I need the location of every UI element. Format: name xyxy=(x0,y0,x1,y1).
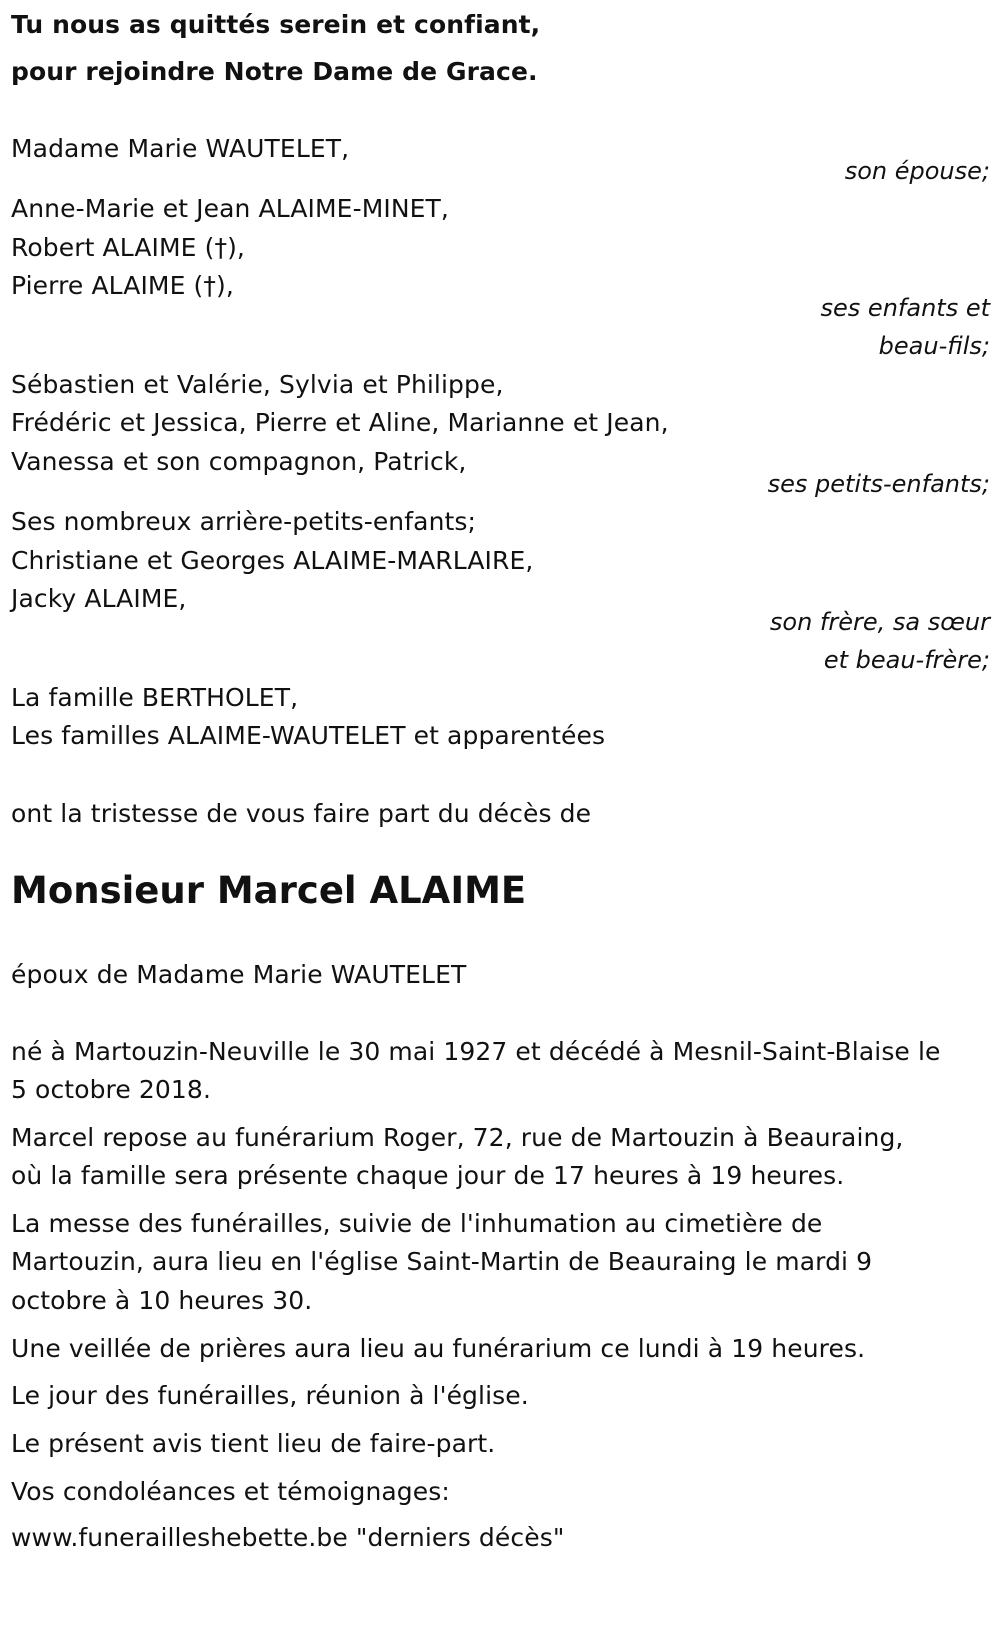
notice: Le présent avis tient lieu de faire-part. xyxy=(11,1429,496,1458)
website-link[interactable]: www.funerailleshebette.be "derniers décès" xyxy=(11,1523,565,1552)
other-family: Les familles ALAIME-WAUTELET et apparentées xyxy=(11,721,606,750)
birth-death-line-1: né à Martouzin-Neuville le 30 mai 1927 et décédé à Mesnil-Saint-Blaise le xyxy=(11,1037,941,1066)
spouse-of: époux de Madame Marie WAUTELET xyxy=(11,960,467,989)
grandchildren-relation: ses petits-enfants; xyxy=(767,470,990,498)
announcement: ont la tristesse de vous faire part du décès de xyxy=(11,799,592,828)
child-name: Anne-Marie et Jean ALAIME-MINET, xyxy=(11,194,449,223)
siblings-relation-line-1: son frère, sa sœur xyxy=(769,608,990,636)
rest-line-2: où la famille sera présente chaque jour de 17 heures à 19 heures. xyxy=(11,1161,845,1190)
epigraph-line-1: Tu nous as quittés serein et confiant, xyxy=(11,10,541,39)
deceased-name: Monsieur Marcel ALAIME xyxy=(11,869,527,912)
mass-line-1: La messe des funérailles, suivie de l'inhumation au cimetière de xyxy=(11,1209,823,1238)
sibling-name: Christiane et Georges ALAIME-MARLAIRE, xyxy=(11,546,534,575)
vigil: Une veillée de prières aura lieu au funérarium ce lundi à 19 heures. xyxy=(11,1334,866,1363)
birth-death-line-2: 5 octobre 2018. xyxy=(11,1075,211,1104)
siblings-relation-line-2: et beau-frère; xyxy=(823,646,990,674)
mass-line-3: octobre à 10 heures 30. xyxy=(11,1286,313,1315)
condolences-label: Vos condoléances et témoignages: xyxy=(11,1477,450,1506)
rest-line-1: Marcel repose au funérarium Roger, 72, rue de Martouzin à Beauraing, xyxy=(11,1123,904,1152)
great-grandchildren: Ses nombreux arrière-petits-enfants; xyxy=(11,507,477,536)
meeting: Le jour des funérailles, réunion à l'église. xyxy=(11,1381,529,1410)
child-name: Pierre ALAIME (†), xyxy=(11,271,234,300)
other-family: La famille BERTHOLET, xyxy=(11,683,299,712)
epigraph-line-2: pour rejoindre Notre Dame de Grace. xyxy=(11,57,538,86)
grandchildren-name: Frédéric et Jessica, Pierre et Aline, Marianne et Jean, xyxy=(11,408,669,437)
mass-line-2: Martouzin, aura lieu en l'église Saint-Martin de Beauraing le mardi 9 xyxy=(11,1247,873,1276)
spouse-name: Madame Marie WAUTELET, xyxy=(11,134,350,163)
children-relation-line-1: ses enfants et xyxy=(820,294,990,322)
spouse-relation: son épouse; xyxy=(844,157,990,185)
child-name: Robert ALAIME (†), xyxy=(11,233,245,262)
grandchildren-name: Vanessa et son compagnon, Patrick, xyxy=(11,447,467,476)
children-relation-line-2: beau-fils; xyxy=(878,332,990,360)
sibling-name: Jacky ALAIME, xyxy=(11,584,187,613)
grandchildren-name: Sébastien et Valérie, Sylvia et Philippe, xyxy=(11,370,504,399)
